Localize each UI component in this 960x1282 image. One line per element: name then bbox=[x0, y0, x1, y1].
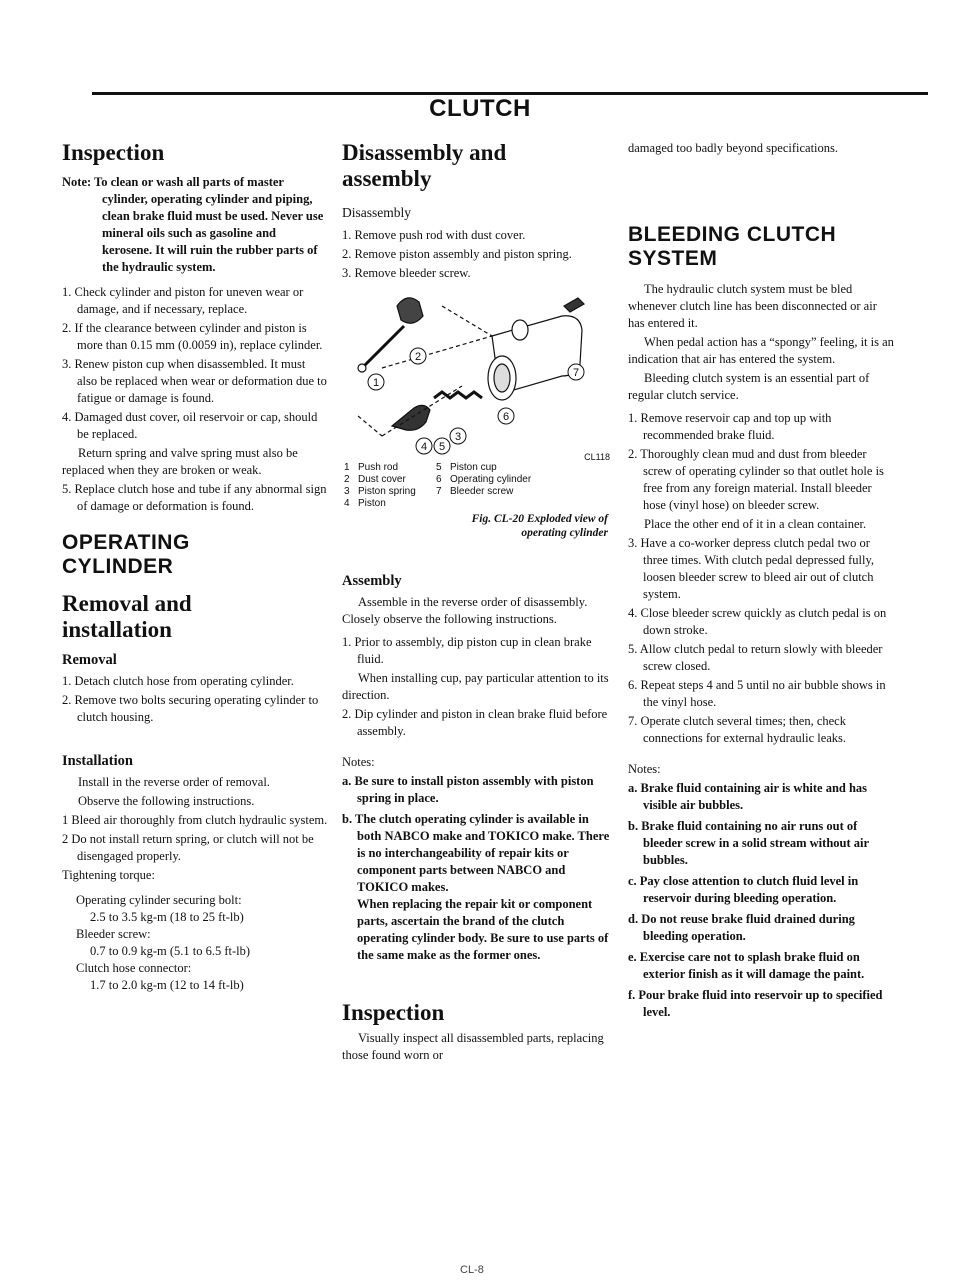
bleeding-heading-line1: BLEEDING CLUTCH bbox=[628, 223, 837, 246]
removal-item: 2. Remove two bolts securing operating cylinder to clutch housing. bbox=[62, 693, 319, 724]
torque-value: 2.5 to 3.5 kg-m (18 to 25 ft-lb) bbox=[90, 910, 244, 924]
inspection-item: 3. Renew piston cup when disassembled. It must also be replaced when wear or deformation due to fatigue or damage is found. bbox=[62, 357, 327, 405]
callout-7: 7 bbox=[572, 367, 580, 379]
note-item: b. Brake fluid containing no air runs out of bleeder screw in a solid stream without air bubbles. bbox=[628, 819, 869, 867]
disassembly-item: 1. Remove push rod with dust cover. bbox=[342, 228, 526, 242]
legend-label: Bleeder screw bbox=[450, 486, 514, 497]
note-item: d. Do not reuse brake fluid drained during bleeding operation. bbox=[628, 912, 855, 943]
installation-item: 2 Do not install return spring, or clutch will not be disengaged properly. bbox=[62, 832, 314, 863]
bleeding-text: Bleeding clutch system is an essential part of regular clutch service. bbox=[628, 371, 870, 402]
installation-text: Observe the following instructions. bbox=[78, 794, 255, 808]
torque-label: Operating cylinder securing bolt: bbox=[76, 893, 242, 907]
legend-label: Push rod bbox=[358, 462, 399, 473]
bleeding-text: The hydraulic clutch system must be bled whenever clutch line has been disconnected or air has entered it. bbox=[628, 282, 877, 330]
figure-legend bbox=[344, 462, 614, 510]
figure-caption bbox=[342, 512, 614, 540]
legend-num: 4 bbox=[344, 498, 350, 509]
inspection-item: 2. If the clearance between cylinder and piston is more than 0.15 mm (0.0059 in), replace cylinder. bbox=[62, 321, 323, 352]
bleeding-item: 4. Close bleeder screw quickly as clutch pedal is on down stroke. bbox=[628, 606, 887, 637]
legend-num: 5 bbox=[436, 462, 442, 473]
installation-subheading: Installation bbox=[62, 753, 133, 769]
bleeding-item: 6. Repeat steps 4 and 5 until no air bubble shows in the vinyl hose. bbox=[628, 678, 886, 709]
note-item: b. The clutch operating cylinder is available in both NABCO make and TOKICO make. There is no interchangeability of repair kits or component parts between NABCO and TOKICO makes. bbox=[342, 812, 610, 894]
page-title: CLUTCH bbox=[429, 95, 531, 122]
column-left bbox=[62, 140, 328, 994]
inspection-text: Visually inspect all disassembled parts, replacing those found worn or bbox=[342, 1031, 604, 1062]
note-item: e. Exercise care not to splash brake fluid on exterior finish as it will damage the paint. bbox=[628, 950, 865, 981]
operating-cylinder-heading-line1: OPERATING bbox=[62, 531, 190, 554]
bleeding-item: 7. Operate clutch several times; then, check connections for external hydraulic leaks. bbox=[628, 714, 847, 745]
figure-code: CL118 bbox=[584, 452, 610, 462]
callout-1: 1 bbox=[372, 377, 380, 389]
note-item: f. Pour brake fluid into reservoir up to specified level. bbox=[628, 988, 883, 1019]
torque-label: Clutch hose connector: bbox=[76, 961, 192, 975]
disassembly-subheading: Disassembly bbox=[342, 205, 411, 220]
callout-5: 5 bbox=[438, 441, 446, 453]
column-middle bbox=[342, 140, 614, 1066]
bleeding-heading-line2: SYSTEM bbox=[628, 247, 718, 270]
bleeding-text: When pedal action has a “spongy” feeling, it is an indication that air has entered the system. bbox=[628, 335, 894, 366]
column-right bbox=[628, 140, 896, 1025]
callout-2: 2 bbox=[414, 351, 422, 363]
cleaning-note: Note: To clean or wash all parts of master cylinder, operating cylinder and piping, clean brake fluid must be used. Never use mineral oils such as gasoline and kerosene. It will ruin the rubber parts of the hydraulic system. bbox=[62, 175, 324, 274]
page-number: CL-8 bbox=[460, 1264, 484, 1276]
installation-item: 1 Bleed air thoroughly from clutch hydraulic system. bbox=[62, 813, 328, 827]
inspection-item: 1. Check cylinder and piston for uneven wear or damage, and if necessary, replace. bbox=[62, 285, 304, 316]
legend-num: 1 bbox=[344, 462, 350, 473]
assembly-text: Assemble in the reverse order of disassembly. Closely observe the following instructions. bbox=[342, 595, 588, 626]
disassembly-item: 2. Remove piston assembly and piston spring. bbox=[342, 247, 572, 261]
inspection-heading-2: Inspection bbox=[342, 1000, 445, 1025]
torque-label: Bleeder screw: bbox=[76, 927, 151, 941]
removal-item: 1. Detach clutch hose from operating cylinder. bbox=[62, 674, 294, 688]
legend-label: Piston cup bbox=[450, 462, 497, 473]
disassembly-item: 3. Remove bleeder screw. bbox=[342, 266, 471, 280]
inspection-heading: Inspection bbox=[62, 140, 165, 165]
bleeding-clutch-heading bbox=[628, 223, 896, 271]
operating-cylinder-heading bbox=[62, 531, 328, 579]
note-item: a. Be sure to install piston assembly with piston spring in place. bbox=[342, 774, 594, 805]
assembly-item: 1. Prior to assembly, dip piston cup in clean brake fluid. bbox=[342, 635, 592, 666]
note-item: a. Brake fluid containing air is white and has visible air bubbles. bbox=[628, 781, 868, 812]
return-spring-text: Return spring and valve spring must also be replaced when they are broken or weak. bbox=[62, 446, 298, 477]
inspection-item: 4. Damaged dust cover, oil reservoir or cap, should be replaced. bbox=[62, 410, 318, 441]
assembly-item: 2. Dip cylinder and piston in clean brake fluid before assembly. bbox=[342, 707, 608, 738]
note-continuation: When replacing the repair kit or component parts, ascertain the brand of the clutch operating cylinder body. Be sure to use parts of the same make as the former ones. bbox=[357, 897, 609, 962]
legend-num: 6 bbox=[436, 474, 442, 485]
figure-caption-line1: Fig. CL-20 Exploded view of bbox=[471, 513, 608, 525]
bleeding-item: 3. Have a co-worker depress clutch pedal two or three times. With clutch pedal depressed fully, loosen bleeder screw to bleed air out of clutch system. bbox=[628, 536, 875, 601]
inspection-item: 5. Replace clutch hose and tube if any abnormal sign of damage or deformation is found. bbox=[62, 482, 327, 513]
bleeding-item: 2. Thoroughly clean mud and dust from bleeder screw of operating cylinder so that outlet hole is free from any foreign material. Install bleeder hose (vinyl hose) on bleeder screw. bbox=[628, 447, 884, 512]
installation-text: Install in the reverse order of removal. bbox=[78, 775, 270, 789]
legend-label: Piston bbox=[358, 498, 386, 509]
assembly-text: When installing cup, pay particular attention to its direction. bbox=[342, 671, 609, 702]
assembly-subheading: Assembly bbox=[342, 573, 402, 589]
legend-label: Piston spring bbox=[358, 486, 416, 497]
notes-heading: Notes: bbox=[628, 762, 661, 776]
exploded-view-figure bbox=[342, 286, 614, 464]
torque-heading: Tightening torque: bbox=[62, 868, 155, 882]
legend-label: Dust cover bbox=[358, 474, 406, 485]
figure-caption-line2: operating cylinder bbox=[521, 527, 608, 539]
torque-value: 1.7 to 2.0 kg-m (12 to 14 ft-lb) bbox=[90, 978, 244, 992]
note-item: c. Pay close attention to clutch fluid level in reservoir during bleeding operation. bbox=[628, 874, 859, 905]
torque-value: 0.7 to 0.9 kg-m (5.1 to 6.5 ft-lb) bbox=[90, 944, 251, 958]
legend-num: 3 bbox=[344, 486, 350, 497]
callout-3: 3 bbox=[454, 431, 462, 443]
bleeding-text: Place the other end of it in a clean container. bbox=[644, 517, 867, 531]
disassembly-heading: Disassembly and assembly bbox=[342, 140, 507, 191]
callout-6: 6 bbox=[502, 411, 510, 423]
legend-num: 7 bbox=[436, 486, 442, 497]
removal-installation-heading: Removal and installation bbox=[62, 591, 192, 642]
bleeding-item: 5. Allow clutch pedal to return slowly with bleeder screw closed. bbox=[628, 642, 883, 673]
removal-subheading: Removal bbox=[62, 652, 117, 668]
operating-cylinder-heading-line2: CYLINDER bbox=[62, 555, 174, 578]
legend-num: 2 bbox=[344, 474, 350, 485]
notes-heading: Notes: bbox=[342, 755, 375, 769]
legend-label: Operating cylinder bbox=[450, 474, 532, 485]
callout-4: 4 bbox=[420, 441, 428, 453]
continued-text: damaged too badly beyond specifications. bbox=[628, 141, 839, 155]
bleeding-item: 1. Remove reservoir cap and top up with recommended brake fluid. bbox=[628, 411, 832, 442]
